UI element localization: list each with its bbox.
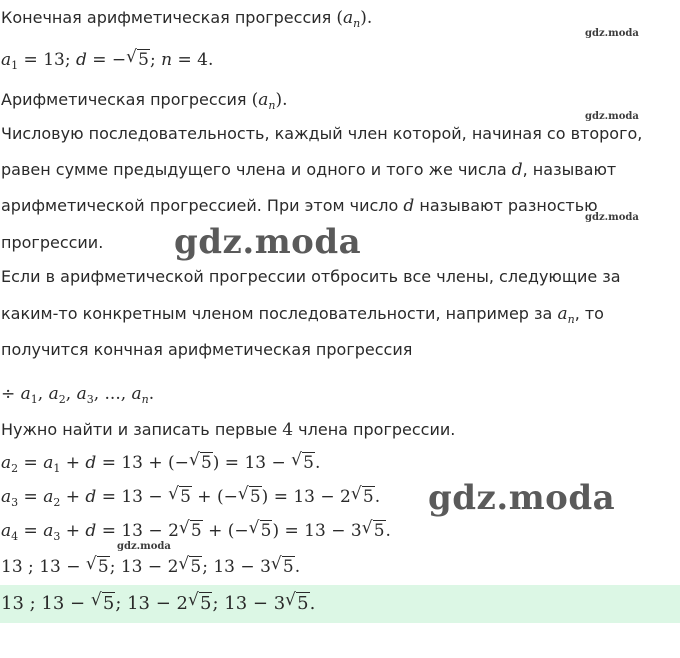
sequence-result: 13 ; 13 − √ 5; 13 − 2√ 5; 13 − 3√ 5. (1, 557, 300, 577)
formula-a3: $a_3 = a_2 + d = 13$ − √ 5 + (−√ 5) = 13 − 2√ 5. (1, 487, 380, 507)
text-line: получится кончная арифметическая прогрессия (1, 340, 413, 359)
text-line: Числовую последовательность, каждый член которой, начиная со второго, (1, 124, 643, 143)
text-line: каким-то конкретным членом последовательности, например за $a_n$, то (1, 304, 604, 326)
answer-result: 13 ; 13 − √ 5; 13 − 2√ 5; 13 − 3√ 5. (1, 593, 315, 614)
text-line: Если в арифметической прогрессии отбросить все члены, следующие за (1, 267, 621, 286)
text-line: Конечная арифметическая прогрессия $(a_n)$. (1, 8, 373, 30)
given-formula: $a_1 = 13$; d = −√ 5; n = 4. (1, 50, 213, 70)
watermark-large: gdz.moda (174, 222, 362, 262)
formula-a2: $a_2 = a_1 + d = 13$ + (−√ 5) = 13 − √ 5. (1, 453, 320, 473)
text-line: прогрессии. (1, 233, 104, 252)
watermark-small: gdz.moda (585, 28, 639, 39)
watermark-small: gdz.moda (117, 541, 171, 552)
text-line: арифметической прогрессией. При этом число d называют разностью (1, 196, 598, 216)
watermark-large: gdz.moda (428, 478, 616, 518)
text-line: Нужно найти и записать первые 4 члена прогрессии. (1, 420, 456, 440)
text-line: равен сумме предыдущего члена и одного и того же числа d, называют (1, 160, 617, 180)
progression-formula: ÷ $a_1$, $a_2$, $a_3$, ..., $a_n$. (1, 384, 155, 406)
text-line: Арифметическая прогрессия $(a_n)$. (1, 90, 288, 112)
watermark-small: gdz.moda (585, 212, 639, 223)
watermark-small: gdz.moda (585, 111, 639, 122)
formula-a4: $a_4 = a_3 + d = 13 - 2√$ 5 + (−√ 5) = 13 − 3√ 5. (1, 521, 391, 541)
